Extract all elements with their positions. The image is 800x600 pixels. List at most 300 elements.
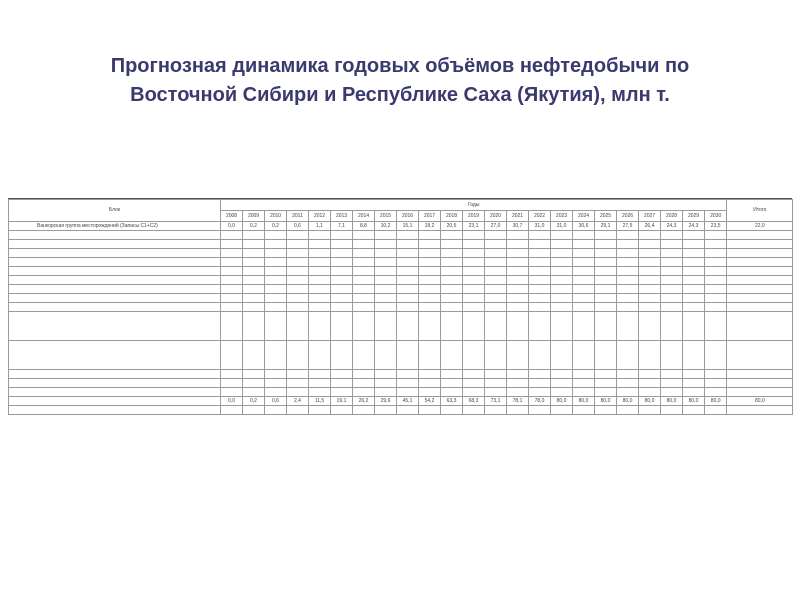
cell-value: [551, 258, 573, 267]
cell-value: [617, 341, 639, 370]
cell-value: 29,6: [375, 397, 397, 406]
header-year: 2014: [353, 211, 375, 222]
cell-value: [397, 379, 419, 388]
cell-value: [639, 370, 661, 379]
cell-value: [287, 240, 309, 249]
cell-value: [683, 370, 705, 379]
cell-value: [551, 276, 573, 285]
table-row: [9, 406, 793, 415]
cell-value: [441, 303, 463, 312]
cell-value: [617, 258, 639, 267]
cell-value: [221, 388, 243, 397]
cell-value: [287, 406, 309, 415]
cell-value: [683, 379, 705, 388]
cell-value: 24,3: [661, 222, 683, 231]
cell-value: [507, 388, 529, 397]
cell-value: [639, 294, 661, 303]
cell-value: [507, 276, 529, 285]
cell-value: 27,0: [485, 222, 507, 231]
cell-value: [595, 258, 617, 267]
cell-value: [375, 249, 397, 258]
cell-value: [331, 276, 353, 285]
cell-value: [287, 276, 309, 285]
cell-value: [551, 379, 573, 388]
cell-value: 80,0: [617, 397, 639, 406]
cell-value: [331, 294, 353, 303]
cell-value: [397, 258, 419, 267]
cell-value: [309, 406, 331, 415]
header-year: 2022: [529, 211, 551, 222]
cell-value: [243, 267, 265, 276]
cell-value: [375, 312, 397, 341]
cell-value: [595, 294, 617, 303]
cell-value: [287, 370, 309, 379]
cell-value: [595, 312, 617, 341]
row-label: [9, 240, 221, 249]
cell-value: [639, 341, 661, 370]
cell-value: [727, 231, 793, 240]
cell-value: [705, 231, 727, 240]
cell-value: [727, 341, 793, 370]
cell-value: [705, 341, 727, 370]
cell-value: [419, 249, 441, 258]
cell-value: [573, 285, 595, 294]
table-row: [9, 231, 793, 240]
cell-value: [683, 388, 705, 397]
cell-value: 10,2: [375, 222, 397, 231]
cell-value: [507, 231, 529, 240]
cell-value: [573, 341, 595, 370]
cell-value: 68,3: [463, 397, 485, 406]
cell-value: 0,0: [221, 397, 243, 406]
cell-value: [551, 249, 573, 258]
cell-value: [727, 406, 793, 415]
cell-value: 19,1: [331, 397, 353, 406]
cell-value: [309, 276, 331, 285]
cell-value: [661, 276, 683, 285]
cell-value: [705, 276, 727, 285]
cell-value: [375, 406, 397, 415]
cell-value: [221, 406, 243, 415]
cell-value: [705, 303, 727, 312]
table-row: [9, 370, 793, 379]
cell-value: 78,1: [507, 397, 529, 406]
cell-value: [243, 312, 265, 341]
cell-value: [529, 303, 551, 312]
cell-value: [375, 370, 397, 379]
cell-value: [265, 341, 287, 370]
cell-value: [529, 341, 551, 370]
cell-value: [221, 276, 243, 285]
cell-value: [287, 312, 309, 341]
row-label: [9, 276, 221, 285]
cell-value: [243, 406, 265, 415]
cell-value: 80,0: [551, 397, 573, 406]
cell-value: 26,2: [353, 397, 375, 406]
cell-value: [617, 379, 639, 388]
cell-value: [441, 406, 463, 415]
cell-value: 22,0: [727, 222, 793, 231]
cell-value: [287, 341, 309, 370]
cell-value: [573, 303, 595, 312]
cell-value: [463, 276, 485, 285]
cell-value: [331, 231, 353, 240]
row-label: [9, 312, 221, 341]
row-label: [9, 397, 221, 406]
cell-value: 20,5: [441, 222, 463, 231]
cell-value: [727, 294, 793, 303]
cell-value: [309, 240, 331, 249]
row-label: [9, 303, 221, 312]
cell-value: [573, 388, 595, 397]
cell-value: [485, 379, 507, 388]
cell-value: [661, 267, 683, 276]
cell-value: [661, 312, 683, 341]
cell-value: [397, 303, 419, 312]
cell-value: [595, 303, 617, 312]
cell-value: [265, 240, 287, 249]
cell-value: [265, 312, 287, 341]
cell-value: [529, 240, 551, 249]
cell-value: [683, 285, 705, 294]
cell-value: [705, 285, 727, 294]
cell-value: [397, 276, 419, 285]
row-label: [9, 294, 221, 303]
cell-value: [221, 312, 243, 341]
cell-value: [507, 312, 529, 341]
cell-value: 80,0: [683, 397, 705, 406]
cell-value: [727, 249, 793, 258]
cell-value: [485, 341, 507, 370]
table-row: [9, 249, 793, 258]
cell-value: [265, 231, 287, 240]
cell-value: [441, 379, 463, 388]
cell-value: [331, 267, 353, 276]
row-label: Ванкорская группа месторождений (Запасы С1+С2): [9, 222, 221, 231]
cell-value: [683, 240, 705, 249]
table-row: [9, 303, 793, 312]
cell-value: [529, 249, 551, 258]
cell-value: [331, 285, 353, 294]
cell-value: [397, 406, 419, 415]
cell-value: [397, 249, 419, 258]
cell-value: [485, 258, 507, 267]
cell-value: [617, 303, 639, 312]
cell-value: [639, 240, 661, 249]
cell-value: [287, 388, 309, 397]
table-row: [9, 267, 793, 276]
cell-value: [397, 312, 419, 341]
cell-value: [463, 379, 485, 388]
cell-value: [639, 267, 661, 276]
cell-value: [617, 240, 639, 249]
cell-value: [243, 276, 265, 285]
cell-value: [243, 285, 265, 294]
cell-value: [331, 249, 353, 258]
cell-value: [309, 285, 331, 294]
cell-value: [419, 285, 441, 294]
cell-value: [617, 312, 639, 341]
cell-value: [551, 240, 573, 249]
cell-value: 26,4: [639, 222, 661, 231]
cell-value: [375, 294, 397, 303]
cell-value: [243, 231, 265, 240]
row-label: [9, 285, 221, 294]
cell-value: [397, 285, 419, 294]
cell-value: [727, 240, 793, 249]
cell-value: [573, 294, 595, 303]
cell-value: 0,2: [243, 397, 265, 406]
row-label: [9, 406, 221, 415]
cell-value: [683, 406, 705, 415]
cell-value: [419, 231, 441, 240]
cell-value: [661, 285, 683, 294]
cell-value: [441, 276, 463, 285]
cell-value: [331, 388, 353, 397]
cell-value: [287, 258, 309, 267]
cell-value: [309, 267, 331, 276]
cell-value: [617, 294, 639, 303]
cell-value: [243, 341, 265, 370]
cell-value: [661, 231, 683, 240]
cell-value: [529, 379, 551, 388]
cell-value: [419, 267, 441, 276]
cell-value: [507, 406, 529, 415]
cell-value: 30,7: [507, 222, 529, 231]
cell-value: [353, 258, 375, 267]
header-year: 2015: [375, 211, 397, 222]
cell-value: [595, 267, 617, 276]
cell-value: 54,2: [419, 397, 441, 406]
cell-value: [617, 231, 639, 240]
cell-value: [463, 240, 485, 249]
cell-value: [485, 267, 507, 276]
cell-value: [221, 249, 243, 258]
table-row: [9, 258, 793, 267]
header-year: 2010: [265, 211, 287, 222]
cell-value: [265, 370, 287, 379]
cell-value: 27,5: [617, 222, 639, 231]
cell-value: [463, 231, 485, 240]
cell-value: [529, 406, 551, 415]
cell-value: [639, 406, 661, 415]
cell-value: [463, 285, 485, 294]
cell-value: [331, 406, 353, 415]
cell-value: [595, 276, 617, 285]
cell-value: [727, 379, 793, 388]
cell-value: [705, 388, 727, 397]
cell-value: [221, 303, 243, 312]
cell-value: [573, 312, 595, 341]
cell-value: [287, 231, 309, 240]
cell-value: [507, 294, 529, 303]
cell-value: [397, 294, 419, 303]
cell-value: [243, 303, 265, 312]
cell-value: [639, 312, 661, 341]
cell-value: [617, 267, 639, 276]
cell-value: [551, 370, 573, 379]
cell-value: [243, 258, 265, 267]
cell-value: [441, 231, 463, 240]
cell-value: [265, 406, 287, 415]
cell-value: [375, 388, 397, 397]
cell-value: [353, 303, 375, 312]
cell-value: 80,0: [639, 397, 661, 406]
cell-value: 30,6: [573, 222, 595, 231]
cell-value: [265, 276, 287, 285]
cell-value: [639, 388, 661, 397]
cell-value: [551, 231, 573, 240]
table-body: [9, 222, 793, 415]
cell-value: [331, 312, 353, 341]
cell-value: [485, 231, 507, 240]
cell-value: [529, 388, 551, 397]
cell-value: 23,5: [705, 222, 727, 231]
cell-value: [331, 303, 353, 312]
cell-value: [683, 294, 705, 303]
header-year: 2030: [705, 211, 727, 222]
cell-value: [397, 388, 419, 397]
cell-value: [265, 379, 287, 388]
cell-value: [551, 312, 573, 341]
cell-value: [595, 240, 617, 249]
cell-value: 80,0: [573, 397, 595, 406]
cell-value: [419, 388, 441, 397]
cell-value: [441, 294, 463, 303]
cell-value: [683, 249, 705, 258]
cell-value: [485, 249, 507, 258]
cell-value: [243, 294, 265, 303]
cell-value: [397, 267, 419, 276]
cell-value: [397, 341, 419, 370]
cell-value: 18,2: [419, 222, 441, 231]
cell-value: [331, 370, 353, 379]
cell-value: [309, 312, 331, 341]
header-year: 2011: [287, 211, 309, 222]
cell-value: [727, 285, 793, 294]
cell-value: [573, 267, 595, 276]
cell-value: [639, 231, 661, 240]
header-year: 2020: [485, 211, 507, 222]
cell-value: [727, 303, 793, 312]
cell-value: 31,0: [551, 222, 573, 231]
cell-value: 0,6: [265, 397, 287, 406]
cell-value: [617, 370, 639, 379]
cell-value: [441, 258, 463, 267]
cell-value: [683, 341, 705, 370]
cell-value: [727, 267, 793, 276]
cell-value: [353, 379, 375, 388]
table-row: [9, 388, 793, 397]
cell-value: [485, 370, 507, 379]
cell-value: 0,6: [287, 222, 309, 231]
cell-value: [639, 276, 661, 285]
cell-value: [705, 312, 727, 341]
cell-value: [265, 294, 287, 303]
cell-value: [419, 379, 441, 388]
cell-value: [529, 370, 551, 379]
cell-value: [485, 388, 507, 397]
cell-value: [573, 231, 595, 240]
cell-value: 80,0: [595, 397, 617, 406]
cell-value: [331, 258, 353, 267]
cell-value: [529, 276, 551, 285]
cell-value: [397, 370, 419, 379]
cell-value: [507, 303, 529, 312]
cell-value: [595, 285, 617, 294]
table-row: [9, 240, 793, 249]
cell-value: [507, 240, 529, 249]
cell-value: [683, 312, 705, 341]
row-label: [9, 249, 221, 258]
cell-value: [419, 312, 441, 341]
cell-value: [309, 341, 331, 370]
cell-value: [595, 406, 617, 415]
cell-value: [375, 258, 397, 267]
cell-value: [617, 285, 639, 294]
cell-value: 1,1: [309, 222, 331, 231]
cell-value: [463, 370, 485, 379]
cell-value: [661, 240, 683, 249]
cell-value: [727, 312, 793, 341]
cell-value: [375, 231, 397, 240]
header-year: 2017: [419, 211, 441, 222]
cell-value: 73,1: [485, 397, 507, 406]
cell-value: [375, 285, 397, 294]
cell-value: [463, 406, 485, 415]
cell-value: [353, 370, 375, 379]
cell-value: [617, 249, 639, 258]
cell-value: [727, 276, 793, 285]
cell-value: [309, 303, 331, 312]
cell-value: [353, 276, 375, 285]
cell-value: [375, 303, 397, 312]
cell-value: [507, 267, 529, 276]
cell-value: [595, 249, 617, 258]
cell-value: [441, 341, 463, 370]
cell-value: [265, 285, 287, 294]
cell-value: [309, 249, 331, 258]
cell-value: [485, 285, 507, 294]
cell-value: [529, 267, 551, 276]
cell-value: [287, 285, 309, 294]
row-label: [9, 267, 221, 276]
header-year: 2027: [639, 211, 661, 222]
header-year: 2012: [309, 211, 331, 222]
header-year: 2016: [397, 211, 419, 222]
cell-value: [683, 276, 705, 285]
cell-value: [331, 341, 353, 370]
slide-title: [40, 52, 760, 110]
slide-title-line2: Восточной Сибири и Республике Саха (Якутия), млн т.: [130, 84, 670, 106]
cell-value: [705, 267, 727, 276]
cell-value: [375, 276, 397, 285]
table-row: [9, 285, 793, 294]
cell-value: [639, 285, 661, 294]
cell-value: [529, 294, 551, 303]
cell-value: 29,1: [595, 222, 617, 231]
cell-value: [309, 231, 331, 240]
cell-value: 15,1: [397, 222, 419, 231]
cell-value: [551, 285, 573, 294]
cell-value: [551, 406, 573, 415]
header-year: 2008: [221, 211, 243, 222]
cell-value: [551, 267, 573, 276]
cell-value: [243, 370, 265, 379]
forecast-table: [8, 199, 793, 415]
header-year: 2024: [573, 211, 595, 222]
cell-value: [573, 406, 595, 415]
